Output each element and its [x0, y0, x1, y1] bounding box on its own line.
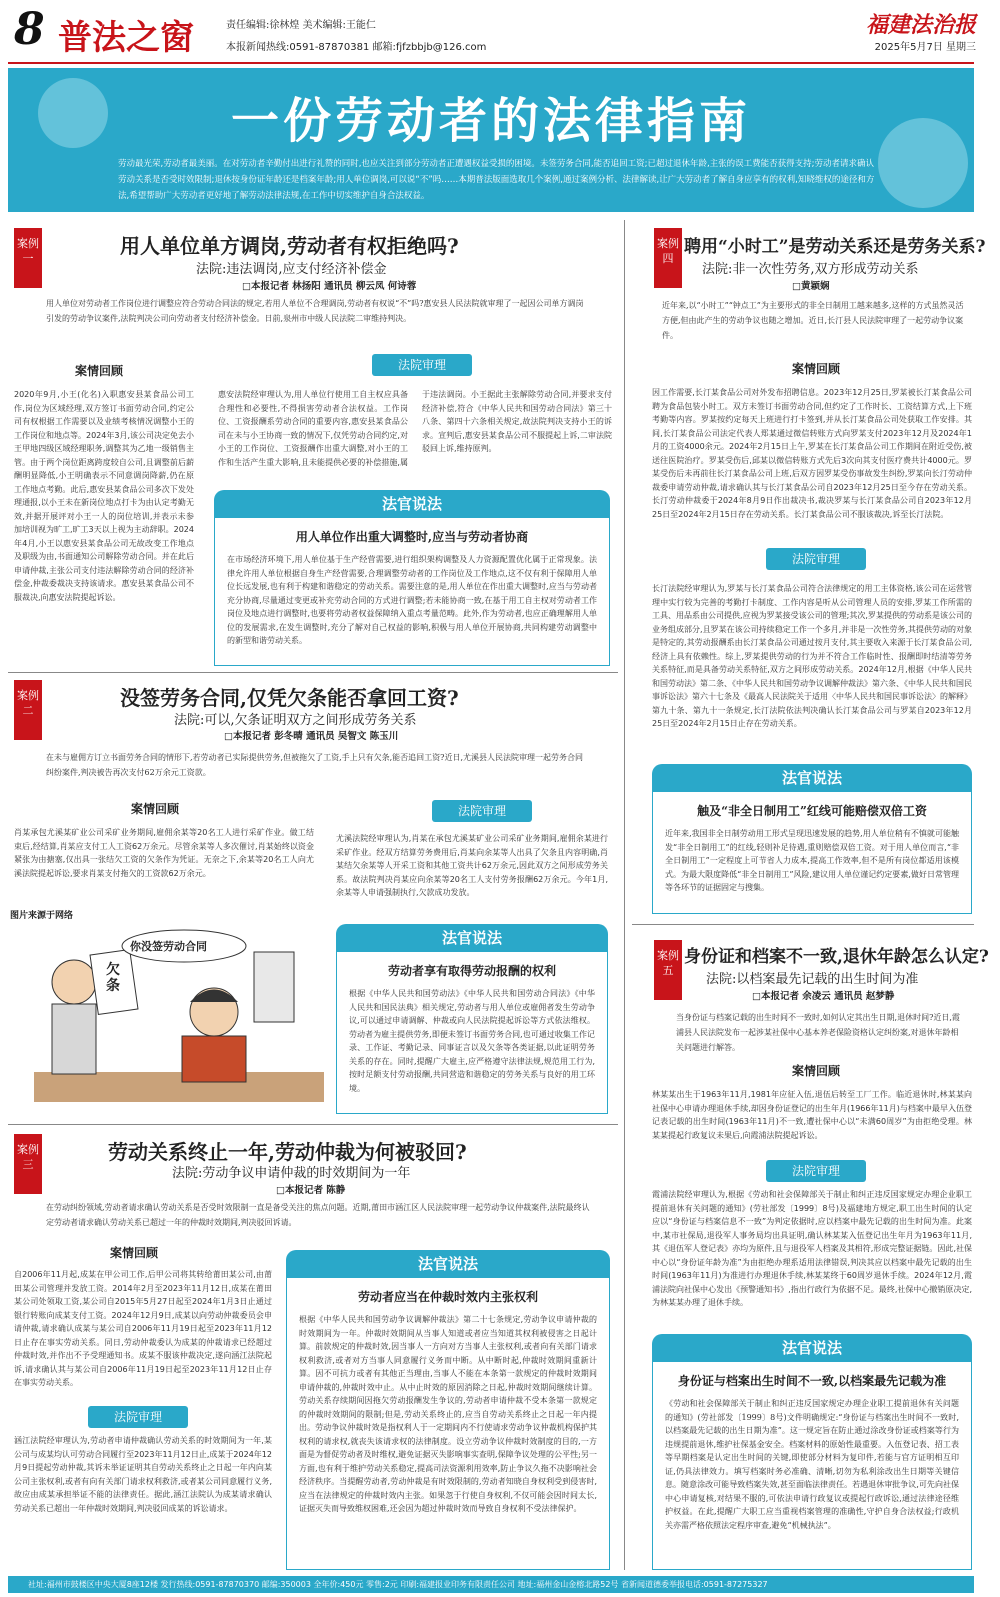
case1-review-heading: 案情回顾: [74, 364, 123, 378]
case4-review-text: 因工作需要,长汀某食品公司对外发布招聘信息。2023年12月25日,罗某被长汀某食品公司聘为食品包装小时工。双方未签订书面劳动合同,但约定了工作时长、工资结算方式,上下班考勤等内容。罗某按约定每天上班进行打卡签到,并从长汀某食品公司处获取工作安排。其间,长汀某食品公司法定代表人郑某通过微信转账方式向罗某支付2023年12月及2024年1月的工资4000余元。2024年2月15日上午,罗某在长汀某食品公司工作期间在附近受伤,被送往医院治疗。罗某受伤后,邱某以微信转账方式先后3次向其支付医疗费共计4000元。罗某受伤后未再前往长汀某食品公司上班,后双方因罗某受伤事故发生纠纷,罗某向长汀劳动仲裁委申请劳动仲裁,请求确认其与长汀某食品公司自2023年12月25日至今存在劳动关系。长汀劳动仲裁委于2024年8月9日作出裁决书,裁决罗某与长汀某食品公司自2023年12月25日至2024年2月15日存在劳动关系。长汀某食品公司不服该裁决,诉至长汀法院。: [652, 388, 972, 519]
case2-review-text: 肖某承包尤溪某矿业公司采矿业务期间,雇佣余某等20名工人进行采矿作业。做工结束后,经结算,肖某应支付工人工资62万余元。尽管余某等人多次催讨,肖某始终以资金紧张为由搪塞,仅出具一张结欠工资的欠条作为凭证。无奈之下,余某等20名工人向尤溪法院提起诉讼,要求肖某支付拖欠的工资款62万余元。: [14, 828, 314, 878]
case4-tag: 案例四: [654, 228, 682, 288]
case1-judge-text: 在市场经济环境下,用人单位基于生产经营需要,进行组织架构调整及人力资源配置优化属于正常现象。法律允许用人单位根据自身生产经营需要,合理调整劳动者的工作岗位及工作地点,这不仅有利于保障用人单位长远发展,也有利于构建和谐稳定的劳动关系。需要注意的是,用人单位在作出重大调整时,应当与劳动者充分协商,尽量通过变更或补充劳动合同的方式进行调整;若未能协商一致,在基于用工自主权对劳动者工作岗位及地点进行调整时,也要将劳动者权益保障纳入重点考量范畴。此外,作为劳动者,也应正确理解用人单位的发展需求,在发生调整时,充分了解对自己权益的影响,积极与用人单位开展协商,共同构建劳动调整中的新型和谐劳动关系。: [227, 555, 597, 645]
case1-judge-box: [214, 518, 610, 666]
case3-court-text: 涵江法院经审理认为,劳动者申请仲裁确认劳动关系的时效期间为一年,某公司与成某均认可劳动合同履行至2023年11月12日止,成某于2024年12月9日提起劳动仲裁,其诉未举证证明其自劳动关系终止之日起一年内向某公司主张权利,或者有向有关部门请求权利救济,或者某公司同意履行义务,故应由成某承担举证不能的法律责任。据此,涵江法院认为成某请求确认劳动关系已超出一年仲裁时效期间,判决驳回成某的诉讼请求。: [14, 1436, 272, 1513]
column-divider: [624, 220, 625, 1570]
case5-court-text: 霞浦法院经审理认为,根据《劳动和社会保障部关于制止和纠正违反国家规定办理企业职工提前退休有关问题的通知》(劳社部发〔1999〕8号)及福建地方规定,职工出生时间的认定应以“身份证与档案信息不一致”为判定依据时,应以档案中最先记载的出生时间为准。此案中,某市社保局,退役军人事务局均出具证明,确认林某某入伍登记出生年月为1963年11月,其《退伍军人登记表》亦均为原件,且与退役军人档案及其相符,形成完整证据链。因此,社保中心以“身份证年龄为准”为由拒绝办理系适用法律错误,判决其应以档案中最先记载的出生时间(1963年11月)为准进行办理退休手续,林某某终于60周岁退休手续。2024年12月,霞浦法院向社保中心发出《预警通知书》,指出行政行为依据不足。最终,社保中心撤销原决定,为林某某办理了退休手续。: [652, 1190, 972, 1307]
case2-court-pill: 法院审理: [432, 800, 532, 822]
divider: [8, 672, 618, 673]
case1-court-text: 惠安法院经审理认为,用人单位行使用工自主权应具备合理性和必要性,不得损害劳动者合法权益。工作岗位、工资报酬系劳动合同的重要内容,惠安县某食品公司在未与小王协商一致的情况下,仅凭劳动合同约定,对小王的工作岗位、工资报酬作出重大调整,对小王的工作和生活产生重大影响,且未能提供必要的补偿措施,属于违法调岗。小王据此主张解除劳动合同,并要求支付经济补偿,符合《中华人民共和国劳动合同法》第三十八条、第四十六条相关规定,故法院判决支持小王的诉求。宣判后,惠安县某食品公司不服提起上诉,二审法院驳回上诉,维持原判。: [218, 390, 612, 467]
case3-court-pill: 法院审理: [88, 1406, 188, 1428]
case2-title: 没签劳务合同,仅凭欠条能否拿回工资?: [120, 686, 459, 710]
page-number: 8: [14, 4, 45, 55]
case4-review-heading: 案情回顾: [791, 362, 840, 376]
masthead-logo: 福建法治报: [865, 12, 976, 38]
case5-judge-text: 《劳动和社会保障部关于制止和纠正违反国家规定办理企业职工提前退休有关问题的通知》(劳社部发〔1999〕8号)文件明确规定:“身份证与档案出生时间不一致时,以档案最先记载的出生日期为准”。这一规定旨在防止通过涂改身份证或档案等行为违规提前退休,维护社保基金安全。档案材料的原始性最重要。入伍登记表、招工表等早期档案是认定出生时间的关键,即使部分材料为复印件,若能与官方证明相互印证,仍具法律效力。填写档案时务必准确、清晰,切勿为私利涂改出生日期等关键信息。随意涂改可能导致档案失效,甚至面临法律责任。若遇退休审批争议,可先向社保中心申请复核,对结果不服的,可依法申请行政复议或提起行政诉讼,通过法律途径维护权益。在此,提醒广大职工应当重视档案管理的准确性,守护自身合法权益;行政机关亦需严格依照法定程序审查,避免“机械执法”。: [665, 1399, 959, 1530]
case3-title: 劳动关系终止一年,劳动仲裁为何被驳回?: [108, 1140, 467, 1164]
case2-judge-heading: 劳动者享有取得劳动报酬的权利: [387, 964, 556, 978]
date: 2025年5月7日 星期三: [874, 42, 976, 53]
case4-subtitle: 法院:非一次性劳务,双方形成劳动关系: [702, 262, 919, 277]
case3-lead: 在劳动纠纷领域,劳动者请求确认劳动关系是否受时效限制一直是备受关注的焦点问题。近期,莆田市涵江区人民法院审理一起劳动争议仲裁案件,法院最终认定劳动者请求确认劳动关系已超过一年的仲裁时效期间,判决驳回诉请。: [46, 1203, 590, 1227]
case1-title: 用人单位单方调岗,劳动者有权拒绝吗?: [120, 234, 459, 258]
case4-judge-text: 近年来,我国非全日制劳动用工形式呈现迅速发展的趋势,用人单位稍有不慎就可能触发“非全日制用工”的红线,轻则补足待遇,重则赔偿双倍工资。对于用人单位而言,“非全日制用工”一定程度上可节省人力成本,提高工作效率,但不是所有岗位都适用该模式。为最大限度降低“非全日制用工”风险,建议用人单位谨记约定要素,做好日常管理等各环节的证据固定与搜集。: [665, 829, 959, 892]
case2-judge-box: [336, 952, 608, 1114]
hotline: 本报新闻热线:0591-87870381 邮箱:fjfzbbjb@126.com: [226, 42, 487, 53]
case5-judge-box: [652, 1362, 972, 1570]
case1-judge-header: 法官说法: [214, 490, 610, 518]
case5-title: 身份证和档案不一致,退休年龄怎么认定?: [684, 947, 989, 967]
case5-lead: 当身份证与档案记载的出生时间不一致时,如何认定其出生日期,退休时间?近日,霞浦县人民法院发布一起涉某社保中心基本养老保险资格认定纠纷案,对退休年龄相关问题进行解答。: [676, 1013, 960, 1052]
case4-judge-box: [652, 792, 972, 914]
case4-lead: 近年来,以“小时工”“钟点工”为主要形式的非全日制用工越来越多,这样的方式虽然灵活方便,但由此产生的劳动争议也随之增加。近日,长汀县人民法院审理了一起劳动争议案件。: [662, 301, 964, 340]
cartoon-illustration: [14, 922, 324, 1102]
case4-title: 聘用“小时工”是劳动关系还是劳务关系?: [684, 237, 986, 257]
header-rule: [8, 62, 974, 64]
editors: 责任编辑:徐林煌 美术编辑:王能仁: [226, 20, 376, 31]
case5-byline: □本报记者 余凌云 通讯员 赵梦静: [752, 991, 895, 1002]
case3-tag: 案例三: [14, 1134, 42, 1194]
banner-title: 一份劳动者的法律指南: [230, 93, 751, 149]
divider: [8, 1124, 618, 1125]
case5-tag: 案例五: [654, 940, 682, 1000]
case2-judge-header: 法官说法: [336, 924, 608, 952]
case2-byline: □本报记者 彭冬晴 通讯员 吴智文 陈玉川: [224, 731, 399, 742]
case5-subtitle: 法院:以档案最先记载的出生时间为准: [706, 972, 919, 987]
case3-judge-heading: 劳动者应当在仲裁时效内主张权利: [357, 1290, 538, 1304]
case5-judge-heading: 身份证与档案出生时间不一致,以档案最先记载为准: [677, 1374, 947, 1388]
case4-byline: □黄颖娴: [792, 281, 830, 292]
case5-review-text: 林某某出生于1963年11月,1981年应征入伍,退伍后转至工厂工作。临近退休时,林某某向社保中心申请办理退休手续,却因身份证登记的出生年月(1966年11月)与档案中最早入伍登记表记载的出生时间(1963年11月)不一致,遭社保中心以“未满60周岁”为由拒绝受理。林某某提起行政复议未果后,向霞浦法院提起诉讼。: [652, 1090, 972, 1140]
case4-court-pill: 法院审理: [766, 548, 866, 570]
case5-judge-header: 法官说法: [652, 1334, 972, 1362]
case2-lead: 在未与雇佣方订立书面劳务合同的情形下,若劳动者已实际提供劳务,但被拖欠了工资,手上只有欠条,能否追回工资?近日,尤溪县人民法院审理一起劳务合同纠纷案件,判决被告再次支付62万余元工资款。: [46, 753, 583, 777]
case4-judge-header: 法官说法: [652, 764, 972, 792]
banner-intro: 劳动最光荣,劳动者最美丽。在对劳动者辛勤付出进行礼赞的同时,也应关注到部分劳动者正遭遇权益受损的困境。未签劳务合同,能否追回工资;已超过退休年龄,主张的误工费能否获得支持;劳动者请求确认劳动关系是否受时效限制;退休按身份证年龄还是档案年龄;用人单位调岗,可以说“不”吗……本期普法版面选取几个案例,通过案例分析、法律解读,让广大劳动者了解自身应享有的权利,知晓维权的途径和方法,希望帮助广大劳动者更好地了解劳动法律法规,在工作中切实维护自身合法权益。: [118, 159, 875, 201]
case4-judge-heading: 触及“非全日制用工”红线可能赔偿双倍工资: [697, 804, 927, 818]
banner: [8, 68, 974, 212]
cartoon-paper-text: 欠条: [106, 962, 120, 994]
case3-judge-header: 法官说法: [286, 1250, 610, 1278]
case3-review-heading: 案情回顾: [109, 1246, 158, 1260]
case5-court-pill: 法院审理: [766, 1160, 866, 1182]
case3-byline: □本报记者 陈静: [276, 1185, 346, 1196]
case2-review-heading: 案情回顾: [130, 802, 179, 816]
footer: 社址:福州市鼓楼区中央大厦8座12楼 发行热线:0591-87870370 邮编:350003 全年价:450元 零售:2元 印刷:福建报业印务有限责任公司 地址:福州金山金榕北路52号 省新闻道德委举报电话:0591-87275327: [8, 1576, 974, 1593]
case1-tag: 案例一: [14, 228, 42, 288]
case3-judge-box: [286, 1278, 610, 1570]
image-source: 图片来源于网络: [10, 911, 74, 921]
case3-judge-text: 根据《中华人民共和国劳动争议调解仲裁法》第二十七条规定,劳动争议申请仲裁的时效期间为一年。仲裁时效期间从当事人知道或者应当知道其权利被侵害之日起计算。前款规定的仲裁时效,因当事人一方向对方当事人主张权利,或者向有关部门请求权利救济,或者对方当事人同意履行义务而中断。从中断时起,仲裁时效期间重新计算。因不可抗力或者有其他正当理由,当事人不能在本条第一款规定的仲裁时效期间申请仲裁的,仲裁时效中止。从中止时效的原因消除之日起,仲裁时效期间继续计算。劳动关系存续期间因拖欠劳动报酬发生争议的,劳动者申请仲裁不受本条第一款规定的仲裁时效期间的限制;但是,劳动关系终止的,应当自劳动关系终止之日起一年内提出。劳动争议仲裁时效是指权利人于一定期间内不行使请求劳动争议仲裁机构保护其权利的请求权,就丧失该请求权的法律制度。设立劳动争议仲裁时效制度的目的,一方面是为督促劳动者及时维权,避免证据灭失影响事实查明,保障争议处理的公平性;另一方面,也有利于维护劳动关系稳定,提高司法资源利用效率,防止争议久拖不决影响社会经济秩序。当提醒劳动者,劳动仲裁是有时效限制的,劳动者知晓自身权利受到侵害时,应当在法律规定的仲裁时效内主张。如果忽于行使自身权利,不仅可能会因时间太长,证据灭失而导致维权困难,还会因为超过仲裁时效而导致自身权利不受法律保护。: [299, 1315, 597, 1513]
page-header: [0, 0, 1000, 62]
case3-subtitle: 法院:劳动争议申请仲裁的时效期间为一年: [172, 1166, 411, 1181]
case1-lead: 用人单位对劳动者工作岗位进行调整应符合劳动合同法的规定,若用人单位不合理调岗,劳动者有权说“不”吗?惠安县人民法院就审理了一起因公司单方调岗引发的劳动争议案件,法院判决公司向劳动者支付经济补偿金。日前,泉州市中级人民法院二审维持判决。: [46, 299, 584, 323]
case5-review-heading: 案情回顾: [791, 1064, 840, 1078]
page-title: 普法之窗: [58, 18, 194, 58]
cartoon-speech: 你没签劳动合同: [130, 940, 207, 953]
case2-judge-text: 根据《中华人民共和国劳动法》《中华人民共和国劳动合同法》《中华人民共和国民法典》相关规定,劳动者与用人单位或雇佣者发生劳动争议,可以通过申请调解、仲裁或向人民法院提起诉讼等方式依法维权。劳动者为雇主提供劳务,即便未签订书面劳务合同,也可通过收集工作记录、工作证、考勤记录、同事证言以及欠条等各类证据,以此证明劳务关系的存在。同时,提醒广大雇主,应严格遵守法律法规,规范用工行为,按时足额支付劳动报酬,共同营造和谐稳定的劳务关系与良好的用工环境。: [349, 989, 595, 1093]
divider: [632, 924, 974, 925]
case3-review-text: 自2006年11月起,成某在甲公司工作,后甲公司将其转给莆田某公司,由莆田某公司管理并发放工资。2014年2月至2023年11月12日,成某在莆田某公司处领取工资,某公司自2015年5月27日起至2024年1月3日止通过银行转账向成某支付工资。2024年12月9日,成某以向劳动仲裁委员会申请仲裁,请求确认成某与某公司自2006年11月19日起至2023年11月12日止存在事实劳动关系。同日,劳动仲裁委认为成某的仲裁请求已经超过仲裁时效,并作出不予受理通知书。成某不服该仲裁决定,遂向涵江法院起诉,请求确认其与某公司自2006年11月19日起至2023年11月12日止存在事实劳动关系。: [14, 1270, 272, 1387]
case1-subtitle: 法院:违法调岗,应支付经济补偿金: [196, 262, 387, 277]
case1-byline: □本报记者 林扬阳 通讯员 柳云凤 何诗蓉: [242, 281, 417, 292]
case2-subtitle: 法院:可以,欠条证明双方之间形成劳务关系: [174, 713, 417, 728]
case2-tag: 案例二: [14, 680, 42, 740]
case1-judge-heading: 用人单位作出重大调整时,应当与劳动者协商: [295, 530, 529, 544]
case2-court-text: 尤溪法院经审理认为,肖某在承包尤溪某矿业公司采矿业务期间,雇佣余某进行采矿作业。经双方结算劳务费用后,肖某向余某等人出具了欠条且内容明确,肖某结欠余某等人开采工资和其他工资共计62万余元,因此双方之间形成劳务关系。故法院判决肖某应向余某等20名工人支付劳务报酬62万余元。今年1月,余某等人申请强制执行,欠款成功发放。: [336, 834, 608, 897]
case1-court-pill: 法院审理: [372, 354, 472, 376]
case4-court-text: 长汀法院经审理认为,罗某与长汀某食品公司符合法律规定的用工主体资格,该公司在运营管理中实行较为完善的考勤打卡制度、工作内容是听从公司管理人员的安排,罗某工作所需的工具、用品系由公司提供,应视为罗某接受该公司的管理;其次,罗某提供的劳动系是该公司的业务组成部分,且罗某在该公司持续稳定工作一个多月,并非是一次性劳务,其提供劳动的对象是特定的,其劳动报酬系由长汀某食品公司通过按月支付,其主要收入来源于长汀某食品公司,经济上具有依赖性。综上,罗某提供劳动的行为并不符合工作临时性、报酬即时结清等劳务关系特征,而是具备劳动关系特征,双方之间形成劳动关系。2024年12月,根据《中华人民共和国劳动法》第二条、《中华人民共和国劳动争议调解仲裁法》第六条、《中华人民共和国民事诉讼法》第六十七条及《最高人民法院关于适用〈中华人民共和国民事诉讼法〉的解释》第九十条、第九十一条规定,长汀法院依法判决确认长汀某食品公司与罗某自2023年12月25日至2024年2月15日止存在劳动关系。: [652, 584, 972, 728]
case1-review-text: 2020年9月,小王(化名)入职惠安县某食品公司工作,岗位为区域经理,双方签订书面劳动合同,约定公司有权根据工作需要以及业绩考核情况调整小王的工作岗位和地点等。2024年3月,该公司决定免去小王甲地四级区域经理职务,调整其为乙地一级销售主管。由于两个岗位距离跨度较自公司,且调整前后薪酬明显降低,小王明确表示不同意调岗降薪,仍在原工作地点考勤。此后,惠安县某食品公司多次下发处理通报,以小王未在新岗位地点打卡为由认定考勤无效,并据开展评对小王一人的岗位培训,并表示未参加培训视为旷工,旷工3天以上视为主动辞职。2024年4月,小王以惠安县某食品公司无故改变工作地点及职级为由,书面通知公司解除劳动合同。并在此后申请仲裁,主张公司支付违法解除劳动合同的经济补偿金,仲裁委裁决支持该请求。惠安县某食品公司不服裁决,向惠安法院提起诉讼。: [14, 390, 194, 602]
